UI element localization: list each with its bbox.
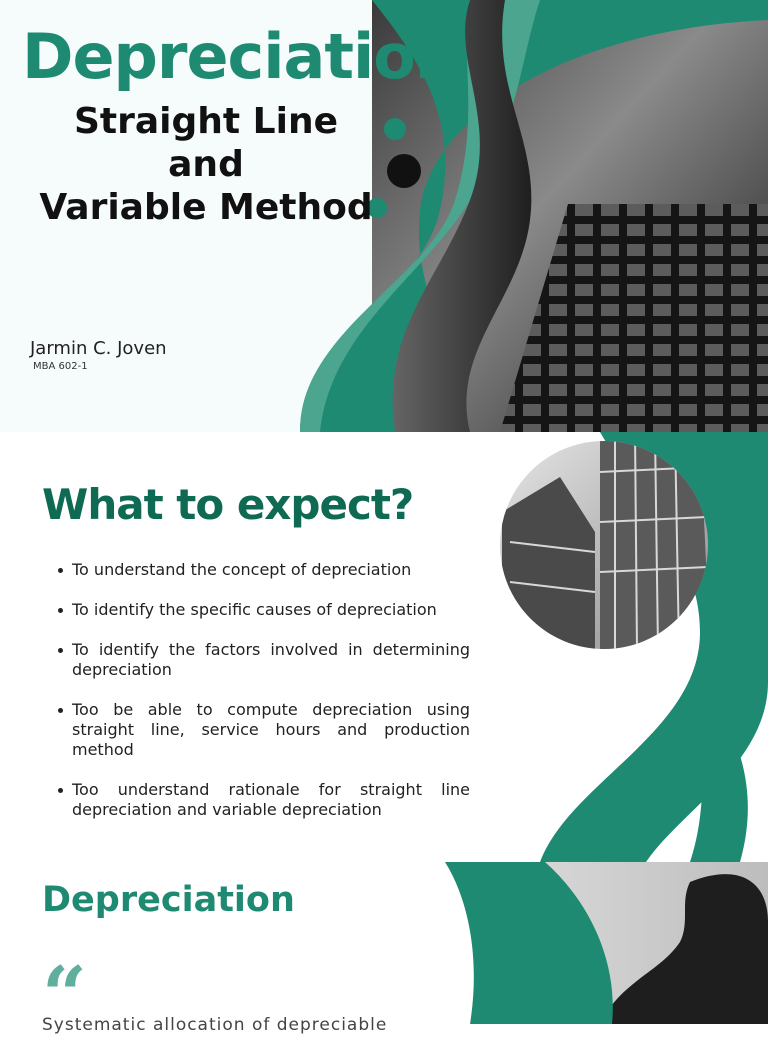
title-slide <box>0 0 768 432</box>
author-name: Jarmin C. Joven <box>30 338 167 359</box>
definition-slide <box>0 862 768 1041</box>
black-dot <box>387 154 421 188</box>
subtitle <box>20 100 392 229</box>
subtitle-line-3: Variable Method <box>39 187 373 228</box>
objectives-list <box>72 560 470 840</box>
definition-text: Systematic allocation of depreciable <box>42 1015 388 1035</box>
quote-mark-icon: “ <box>42 950 87 1041</box>
list-item: To identify the factors involved in determining depreciation <box>72 640 470 679</box>
section-heading: What to expect? <box>42 480 414 529</box>
expectations-slide <box>0 432 768 862</box>
section-heading: Depreciation <box>42 880 295 920</box>
list-item: To understand the concept of depreciation <box>72 560 470 580</box>
title: Depreciation <box>22 20 458 93</box>
class-code: MBA 602-1 <box>33 361 88 372</box>
subtitle-line-1: Straight Line <box>74 101 338 142</box>
list-item: To identify the specific causes of depreciation <box>72 600 470 620</box>
list-item: Too be able to compute depreciation using straight line, service hours and production method <box>72 700 470 759</box>
subtitle-line-2: and <box>168 144 244 185</box>
list-item: Too understand rationale for straight line depreciation and variable depreciation <box>72 780 470 819</box>
